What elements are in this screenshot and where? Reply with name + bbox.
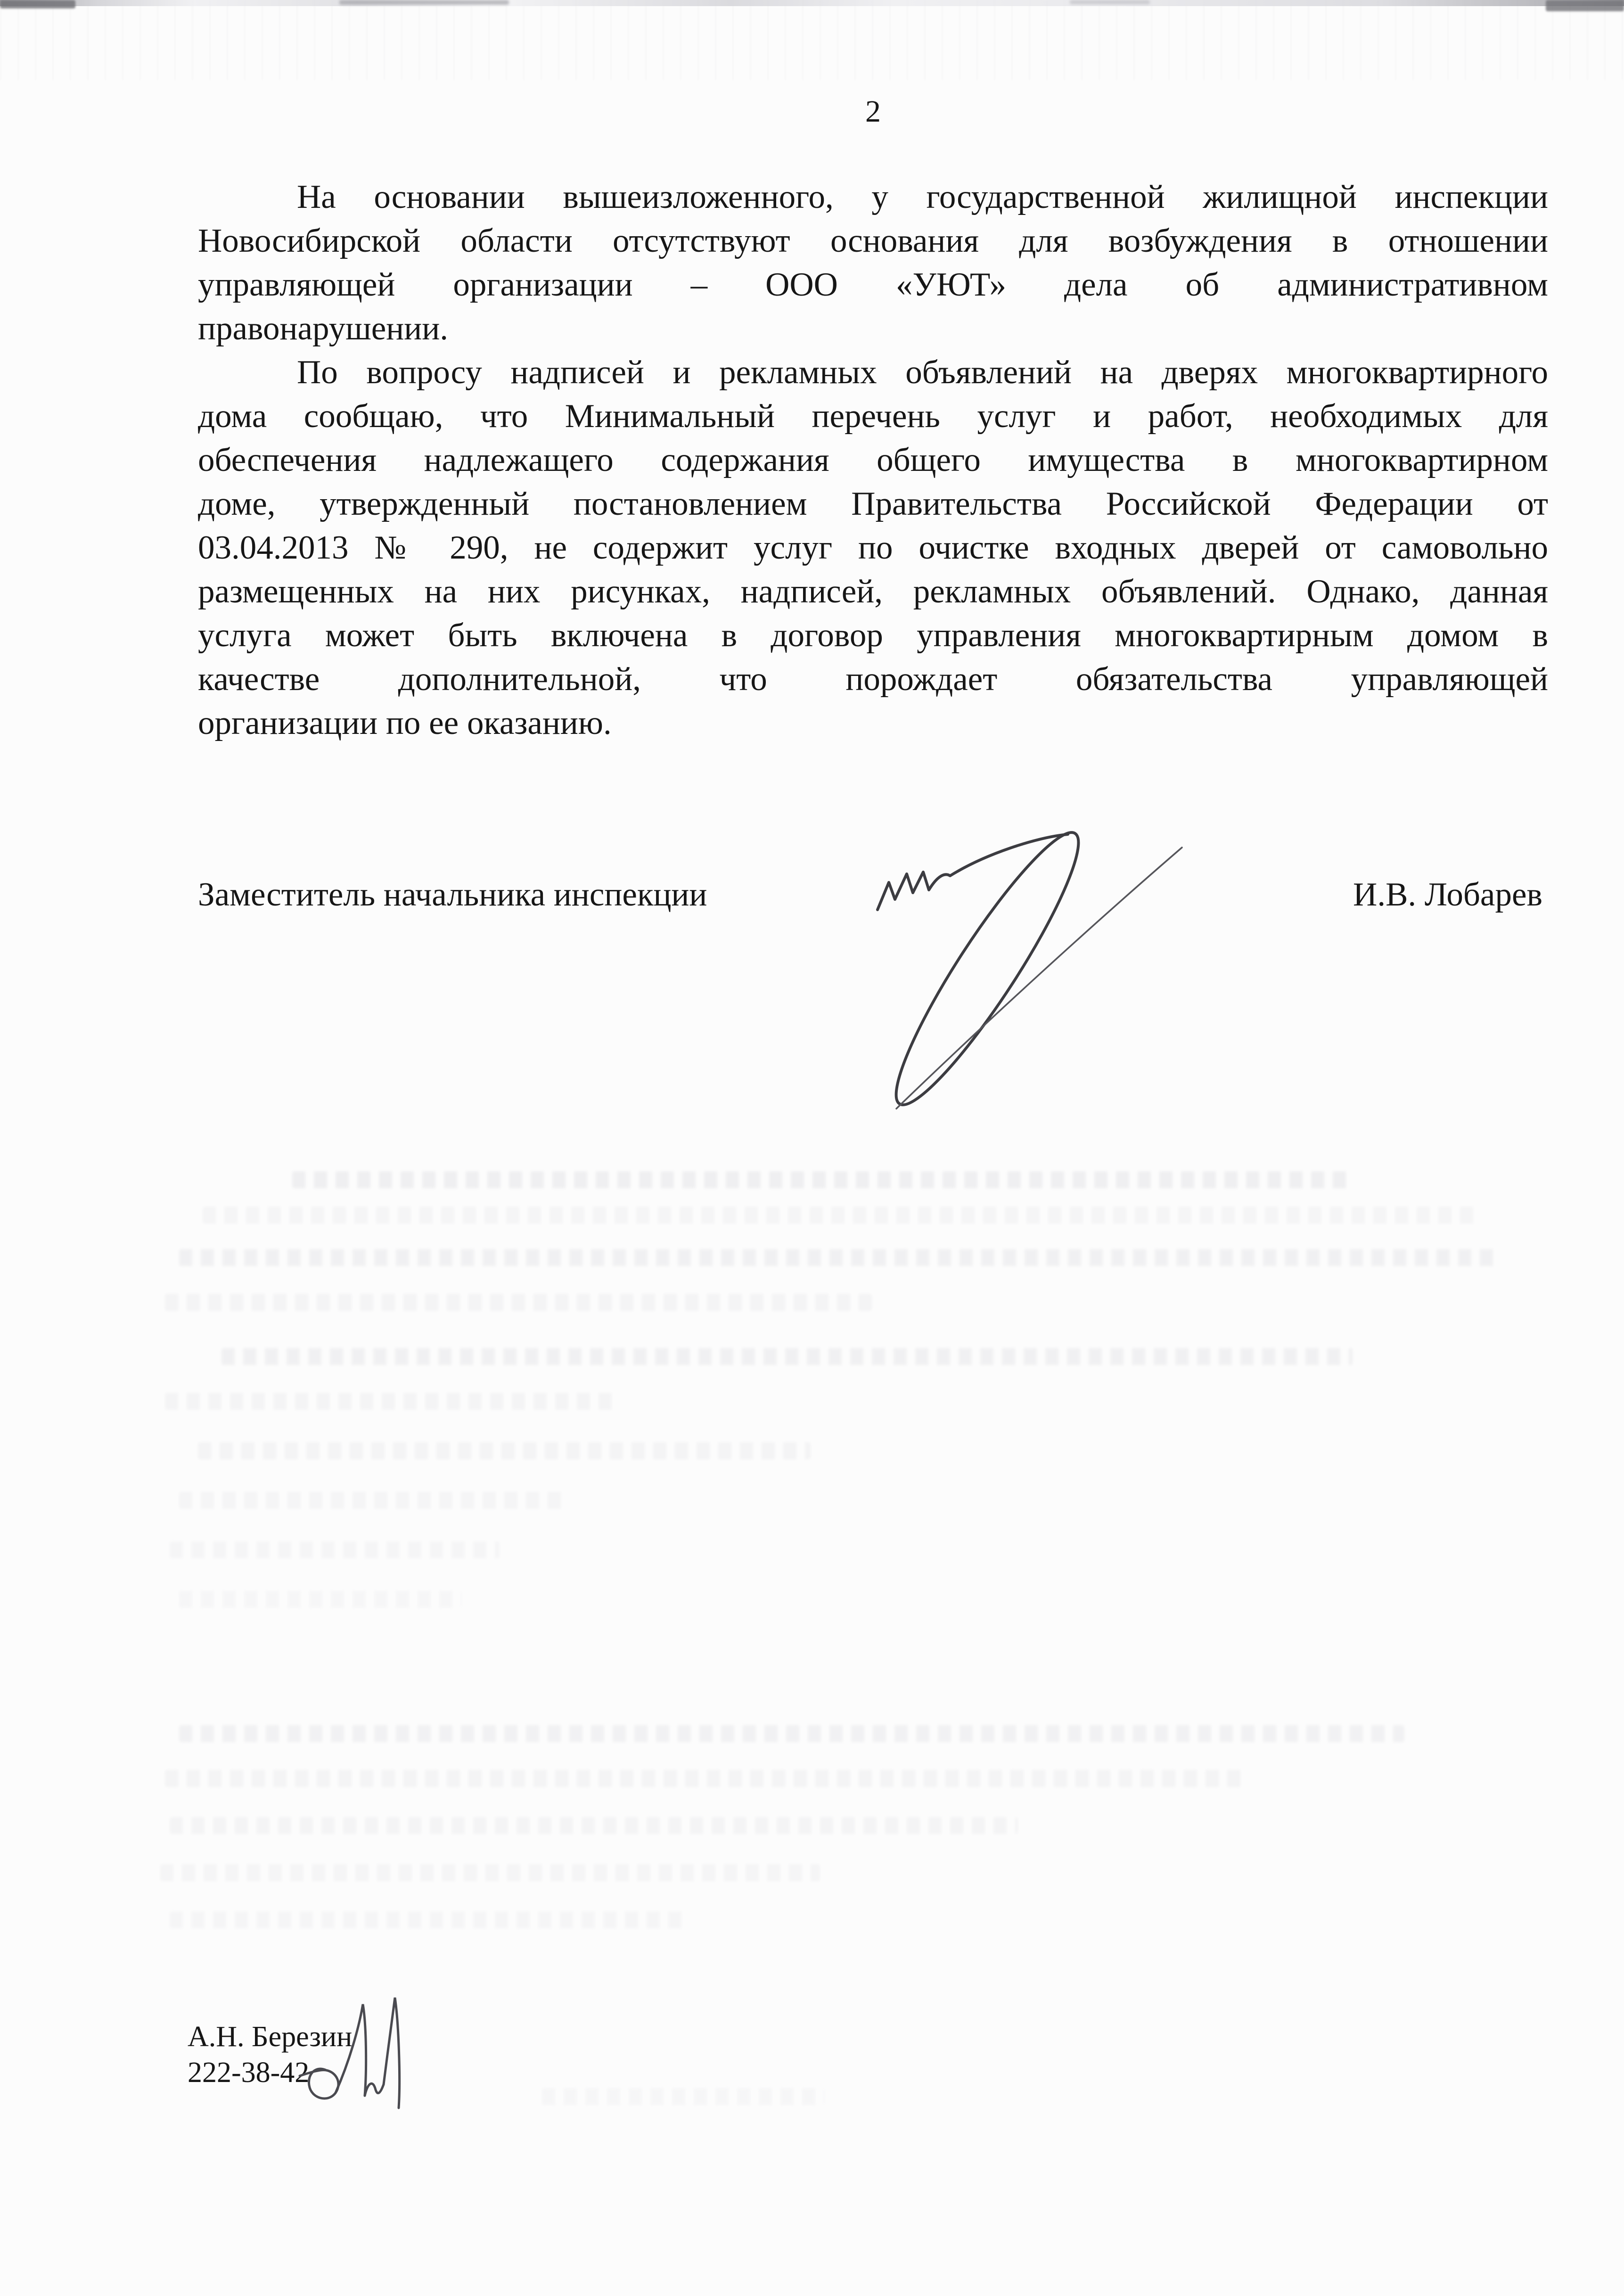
body-line: По вопросу надписей и рекламных объявлений на дверях многоквартирного (297, 354, 1548, 391)
body-line: Новосибирской области отсутствуют основания для возбуждения в отношении (198, 222, 1548, 259)
scan-smudge (1070, 0, 1150, 4)
executor-name: А.Н. Березин (188, 2021, 353, 2053)
body-line: правонарушении. (198, 310, 449, 347)
scan-smudge (0, 0, 75, 8)
body-line: 03.04.2013 № 290, не содержит услуг по очистке входных дверей от самовольно (198, 529, 1548, 566)
body-line: управляющей организации – ООО «УЮТ» дела об административном (198, 266, 1548, 303)
bleedthrough-artifact (292, 1171, 1353, 1188)
bleedthrough-artifact (160, 1864, 820, 1881)
scan-edge-band (0, 0, 1624, 6)
body-line: качестве дополнительной, что порождает обязательства управляющей (198, 661, 1548, 698)
scan-smudge (339, 0, 509, 5)
position-title: Заместитель начальника инспекции (198, 876, 707, 913)
bleedthrough-artifact (179, 1725, 1404, 1742)
bleedthrough-artifact (170, 1817, 1018, 1834)
scan-smudge (1546, 0, 1624, 11)
scan-noise-streaks (0, 0, 1624, 80)
body-line: услуга может быть включена в договор управления многоквартирным домом в (198, 617, 1548, 654)
document-body (198, 175, 1548, 745)
bleedthrough-artifact (179, 1591, 462, 1608)
body-line: обеспечения надлежащего содержания общего имущества в многоквартирном (198, 442, 1548, 478)
body-line: размещенных на них рисунках, надписей, рекламных объявлений. Однако, данная (198, 573, 1548, 610)
bleedthrough-artifact (170, 1911, 688, 1928)
page-number: 2 (865, 94, 881, 129)
bleedthrough-artifact (179, 1492, 566, 1509)
executor-phone: 222-38-42 (188, 2057, 310, 2089)
bleedthrough-artifact (203, 1207, 1475, 1224)
bleedthrough-artifact (542, 2088, 825, 2105)
handwritten-signature-berezin (290, 1977, 441, 2128)
body-line: На основании вышеизложенного, у государственной жилищной инспекции (297, 179, 1548, 215)
bleedthrough-artifact (165, 1393, 613, 1410)
bleedthrough-artifact (170, 1541, 500, 1558)
bleedthrough-artifact (165, 1294, 872, 1311)
bleedthrough-artifact (179, 1249, 1499, 1266)
signer-name: И.В. Лобарев (1353, 876, 1542, 913)
body-line: дома сообщаю, что Минимальный перечень услуг и работ, необходимых для (198, 398, 1548, 435)
bleedthrough-artifact (165, 1770, 1249, 1787)
body-line: доме, утвержденный постановлением Правительства Российской Федерации от (198, 486, 1548, 522)
bleedthrough-artifact (198, 1442, 811, 1459)
bleedthrough-artifact (221, 1348, 1353, 1365)
handwritten-signature-lobarev (862, 808, 1202, 1129)
body-line: организации по ее оказанию. (198, 705, 612, 741)
